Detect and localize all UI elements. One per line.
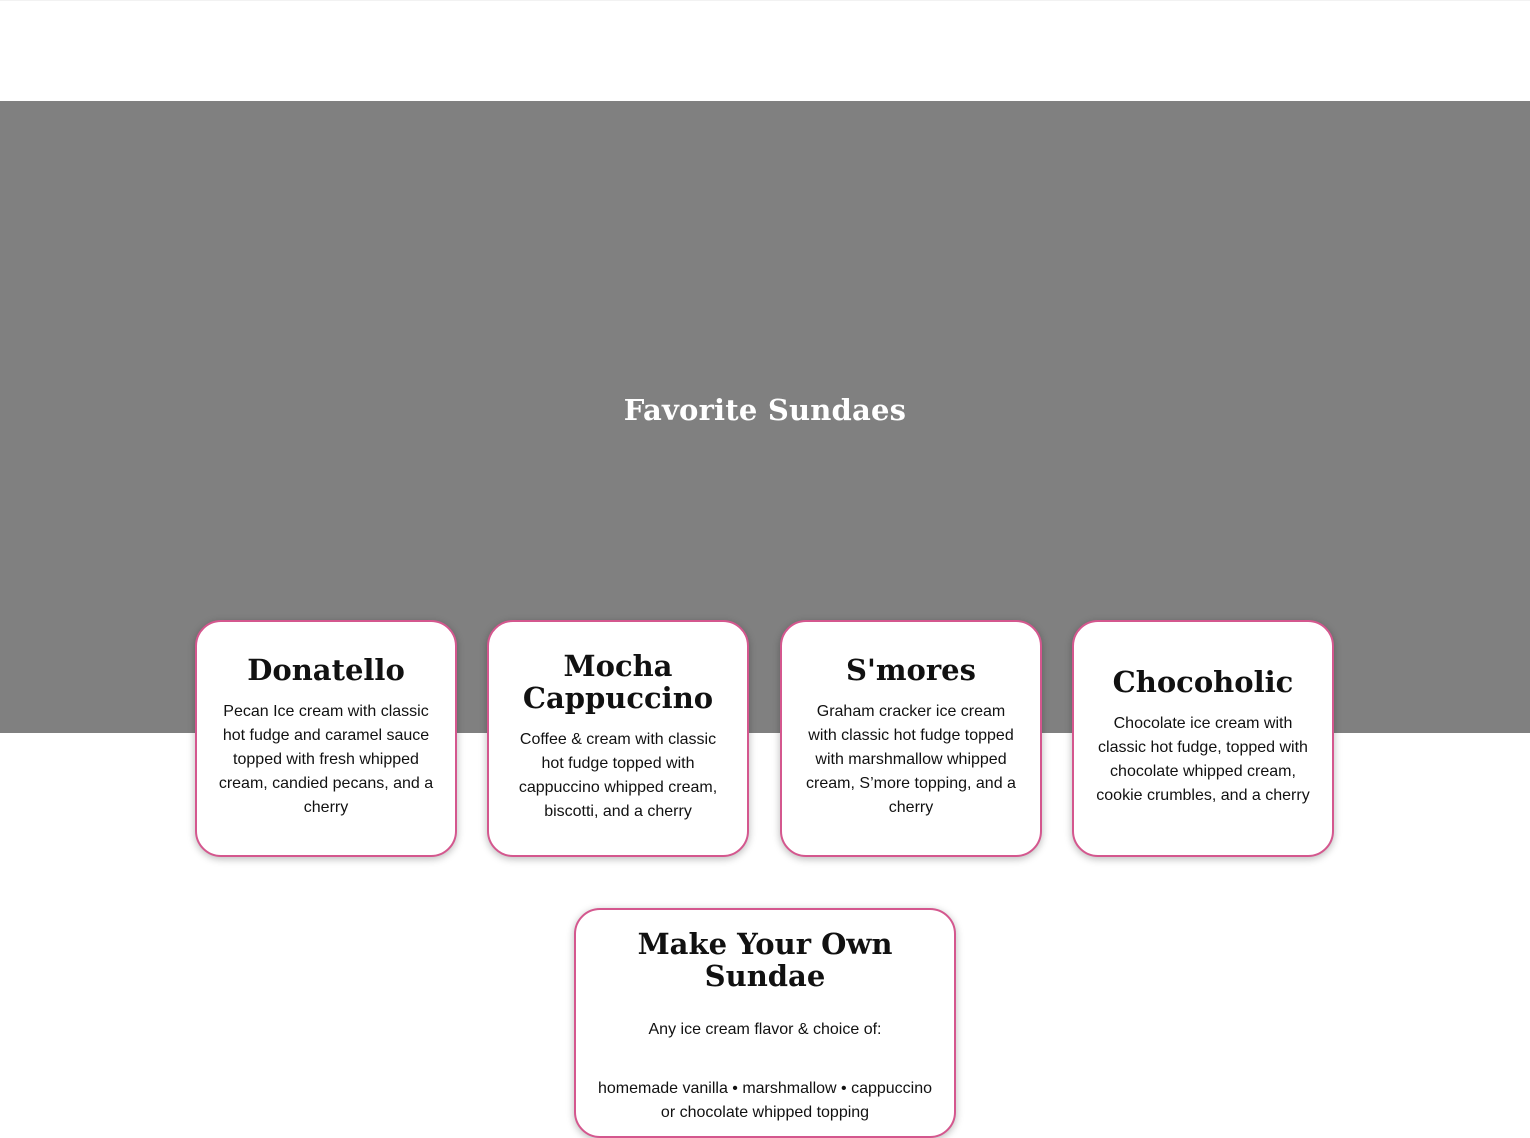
sundae-card-chocoholic	[1072, 620, 1334, 857]
make-your-own-sundae-card	[574, 908, 956, 1138]
make-your-own-options: homemade vanilla • marshmallow • cappuccino or chocolate whipped topping	[597, 1080, 933, 1121]
sundae-card-description: Pecan Ice cream with classic hot fudge and caramel sauce topped with fresh whipped cream, candied pecans, and a cherry	[218, 702, 434, 816]
sundae-card-title: S'mores	[846, 652, 976, 687]
sundae-card-description: Chocolate ice cream with classic hot fudge, topped with chocolate whipped cream, cookie crumbles, and a cherry	[1096, 714, 1310, 804]
make-your-own-title: Make Your Own Sundae	[637, 927, 893, 993]
sundae-card-title: Chocoholic	[1112, 664, 1294, 699]
make-your-own-intro: Any ice cream flavor & choice of:	[648, 1021, 882, 1038]
top-navigation-bar	[0, 0, 1530, 101]
sundae-card-title: Mocha Cappuccino	[522, 648, 714, 715]
hero-title: Favorite Sundaes	[623, 393, 907, 427]
sundae-card-mocha-cappuccino	[487, 620, 749, 857]
sundae-card-description: Coffee & cream with classic hot fudge topped with cappuccino whipped cream, biscotti, and a cherry	[518, 730, 718, 820]
sundae-card-smores	[780, 620, 1042, 857]
sundae-card-donatello	[195, 620, 457, 857]
sundae-card-title: Donatello	[247, 652, 405, 687]
sundae-card-description: Graham cracker ice cream with classic hot fudge topped with marshmallow whipped cream, S’more topping, and a cherry	[806, 702, 1016, 816]
